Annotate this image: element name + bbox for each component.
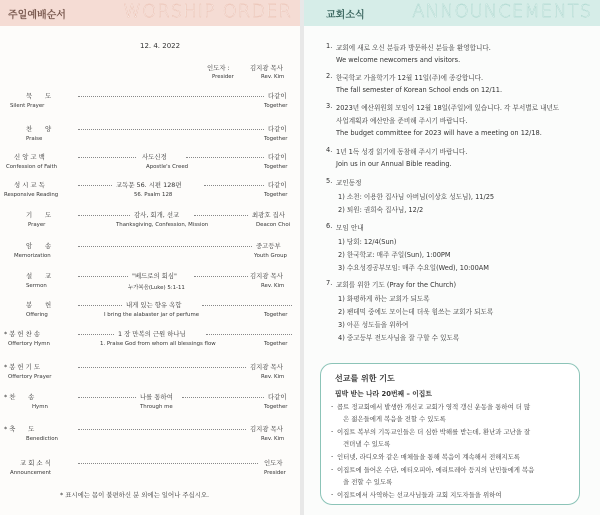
row-item-en: 56. Psalm 128 [134, 192, 173, 198]
row-leader: 다같이 [268, 153, 287, 161]
item-text: 한국학교 가을학기가 12월 11일(주)에 종강합니다. [336, 74, 484, 82]
mission-bullet: 콥트 정교회에서 발생한 개신교 교회가 영적 갱신 운동을 통하여 더 많 [337, 403, 531, 411]
row-leader-en: Deacon Choi [256, 222, 291, 228]
mission-bullet: 인터넷, 라디오와 같은 매체들을 통해 복음이 계속해서 전해지도록 [337, 453, 520, 461]
row-leader-en: Together [264, 312, 288, 318]
row-leader-en: Together [264, 404, 288, 410]
item-number: 6. [326, 222, 333, 230]
item-text: 2023년 예산위원회 모임이 12월 18일(주일)에 있습니다. 각 부서별로 내년도 [336, 104, 560, 112]
item-text: 교회에 새로 오신 분들과 방문하신 분들을 환영합니다. [336, 44, 491, 52]
item-sub-1: 1) 화평하게 하는 교회가 되도록 [338, 295, 430, 303]
presider-role-en: Presider [212, 74, 234, 80]
item-sub-1: 1) 소천: 이용한 집사님 아버님(이상호 성도님), 11/25 [338, 193, 495, 201]
bullet-marker: - [331, 402, 334, 410]
row-leader: 김지광 목사 [250, 363, 283, 371]
row-title-ko: 성 시 교 독 [14, 181, 45, 189]
row-item: 내게 있는 향유 옥합 [126, 301, 182, 309]
row-item-en: Through me [140, 404, 173, 410]
dotted-leader [78, 185, 112, 186]
dotted-leader [78, 305, 122, 306]
service-date: 12. 4. 2022 [140, 42, 181, 50]
row-leader: 다같이 [268, 181, 287, 189]
row-title-en: Responsive Reading [4, 192, 59, 198]
dotted-leader [78, 246, 252, 247]
dotted-leader [78, 334, 114, 335]
dotted-leader [202, 305, 292, 306]
row-title-ko: * 축 도 [4, 425, 35, 433]
mission-bullet-cont: 을 전할 수 있도록 [343, 478, 393, 486]
dotted-leader [78, 429, 246, 430]
row-title-en: Announcement [10, 470, 52, 476]
row-title-ko: * 봉 헌 찬 송 [4, 330, 41, 338]
dotted-leader [194, 215, 248, 216]
presider-name-en: Rev. Kim [261, 74, 285, 80]
row-title-ko: 묵 도 [26, 92, 52, 100]
dotted-leader [78, 215, 130, 216]
dotted-leader [186, 157, 264, 158]
bullet-marker: - [331, 490, 334, 498]
row-leader-en: Together [264, 136, 288, 142]
dotted-leader [78, 157, 136, 158]
row-item: 1 장 만복의 근원 하나님 [118, 330, 186, 338]
header-english-title: ANNOUNCEMENTS [412, 1, 592, 22]
item-sub-1: 1) 당회: 12/4(Sun) [338, 238, 397, 246]
row-leader: 김지광 목사 [250, 272, 283, 280]
row-title-ko: 설 교 [26, 272, 52, 280]
row-leader: 다같이 [268, 393, 287, 401]
item-text-en: Join us in our Annual Bible reading. [336, 160, 452, 168]
item-sub-4: 4) 중고등부 전도사님을 잘 구할 수 있도록 [338, 334, 460, 342]
row-title-en: Sermon [26, 283, 47, 289]
row-item-en: I bring the alabaster jar of perfume [104, 312, 200, 318]
worship-order-header [0, 0, 300, 26]
item-text-en: The budget committee for 2023 will have a meeting on 12/18. [336, 129, 542, 137]
row-title-ko: * 찬 송 [4, 393, 35, 401]
item-text: 모임 안내 [336, 224, 364, 232]
dotted-leader [206, 334, 292, 335]
header-korean-title: 주일예배순서 [8, 10, 66, 21]
row-leader-en: Together [264, 192, 288, 198]
dotted-leader [78, 397, 136, 398]
row-title-en: Confession of Faith [6, 164, 58, 170]
item-number: 4. [326, 146, 333, 154]
standing-footnote: * 표시에는 몸이 불편하신 분 외에는 일어나 주십시오. [60, 491, 210, 499]
item-number: 7. [326, 279, 333, 287]
row-leader-en: Together [264, 341, 288, 347]
row-leader-en: Youth Group [254, 253, 287, 259]
item-text-2: 사업계획과 예산안을 준비해 주시기 바랍니다. [336, 117, 468, 125]
header-korean-title: 교회소식 [326, 10, 365, 21]
item-sub-3: 3) 아픈 성도들을 위하여 [338, 321, 409, 329]
row-leader-en: Rev. Kim [261, 436, 285, 442]
row-title-en: Offering [26, 312, 48, 318]
item-text: 교인동정 [336, 179, 362, 187]
dotted-leader [182, 397, 264, 398]
item-text-en: The fall semester of Korean School ends on 12/11. [336, 86, 503, 94]
row-leader-en: Presider [264, 470, 286, 476]
bullet-marker: - [331, 427, 334, 435]
dotted-leader [78, 463, 258, 464]
row-item-en: 누가복음(Luke) 5:1-11 [128, 285, 185, 291]
mission-title: 선교를 위한 기도 [335, 374, 395, 383]
mission-subtitle: 핍박 받는 나라 20번째 – 이집트 [335, 390, 432, 398]
item-text: 교회를 위한 기도 (Pray for the Church) [336, 281, 457, 289]
row-title-ko: 신 앙 고 백 [14, 153, 45, 161]
dotted-leader [78, 129, 264, 130]
row-leader: 최광호 집사 [252, 211, 285, 219]
row-title-ko: 찬 양 [26, 125, 52, 133]
bullet-marker: - [331, 452, 334, 460]
row-title-ko: * 봉 헌 기 도 [4, 363, 41, 371]
mission-prayer-box [320, 363, 580, 505]
dotted-leader [78, 367, 246, 368]
dotted-leader [204, 185, 264, 186]
row-item-en: Thanksgiving, Confession, Mission [116, 222, 209, 228]
row-title-en: Silent Prayer [10, 103, 45, 109]
row-leader: 인도자 [264, 459, 283, 467]
row-leader-en: Together [264, 164, 288, 170]
dotted-leader [78, 276, 128, 277]
item-number: 3. [326, 102, 333, 110]
row-title-en: Memorization [14, 253, 51, 259]
row-leader: 김지광 목사 [250, 425, 283, 433]
mission-bullet-cont: 견뎌낼 수 있도록 [343, 440, 391, 448]
row-title-ko: 기 도 [26, 211, 52, 219]
item-number: 2. [326, 72, 333, 80]
row-item: "베드로의 회심" [132, 272, 177, 280]
item-text: 1년 1독 성경 읽기에 동참해 주시기 바랍니다. [336, 148, 468, 156]
row-item-en: 1. Praise God from whom all blessings flow [100, 341, 216, 347]
row-item: 사도신경 [142, 153, 167, 161]
row-item-en: Apostle's Creed [146, 164, 189, 170]
row-title-ko: 암 송 [26, 242, 52, 250]
item-sub-3: 3) 수요성경공부모임: 매주 수요일(Wed), 10:00AM [338, 264, 489, 272]
row-item: 감사, 회개, 선교 [134, 211, 180, 219]
mission-bullet: 이집트 복부의 기독교인들은 더 심한 박해를 받는데, 환난과 고난을 잘 [337, 428, 531, 436]
row-leader-en: Rev. Kim [261, 283, 285, 289]
item-number: 5. [326, 177, 333, 185]
item-sub-2: 2) 퇴원: 권희숙 집사님, 12/2 [338, 206, 424, 214]
row-leader-en: Rev. Kim [261, 374, 285, 380]
announcements-header [304, 0, 600, 26]
row-title-ko: 교 회 소 식 [20, 459, 51, 467]
mission-bullet: 이집트에서 사역하는 선교사님들과 교회 지도자들을 위하여 [337, 491, 502, 499]
mission-bullet: 이집트에 들어온 수단, 에티오피아, 에리트레아 등지의 난민들에게 복음 [337, 466, 535, 474]
header-english-title: WORSHIP ORDER [123, 1, 292, 22]
presider-label: 인도자 : [207, 64, 230, 72]
row-leader: 다같이 [268, 92, 287, 100]
mission-bullet-cont: 은 젊은들에게 복음을 전할 수 있도록 [343, 415, 446, 423]
item-number: 1. [326, 42, 333, 50]
presider-name: 김지광 목사 [250, 64, 283, 72]
row-item: 교독문 56. 시편 128편 [116, 181, 182, 189]
row-title-en: Offertory Prayer [8, 374, 52, 380]
item-text-en: We welcome newcomers and visitors. [336, 56, 461, 64]
row-title-en: Hymn [32, 404, 48, 410]
row-leader: 다같이 [268, 125, 287, 133]
row-leader-en: Together [264, 103, 288, 109]
bullet-marker: - [331, 465, 334, 473]
item-sub-2: 2) 팬데믹 중에도 모이는데 더욱 힘쓰는 교회가 되도록 [338, 308, 494, 316]
dotted-leader [194, 276, 248, 277]
row-leader: 중고등부 [256, 242, 281, 250]
row-title-en: Offertory Hymn [8, 341, 50, 347]
row-title-en: Prayer [28, 222, 46, 228]
row-title-en: Praise [26, 136, 43, 142]
item-sub-2: 2) 한국학교: 매주 주일(Sun), 1:00PM [338, 251, 451, 259]
row-title-ko: 봉 헌 [26, 301, 52, 309]
row-item: 나를 통하여 [140, 393, 173, 401]
dotted-leader [78, 96, 264, 97]
row-title-en: Benediction [26, 436, 58, 442]
